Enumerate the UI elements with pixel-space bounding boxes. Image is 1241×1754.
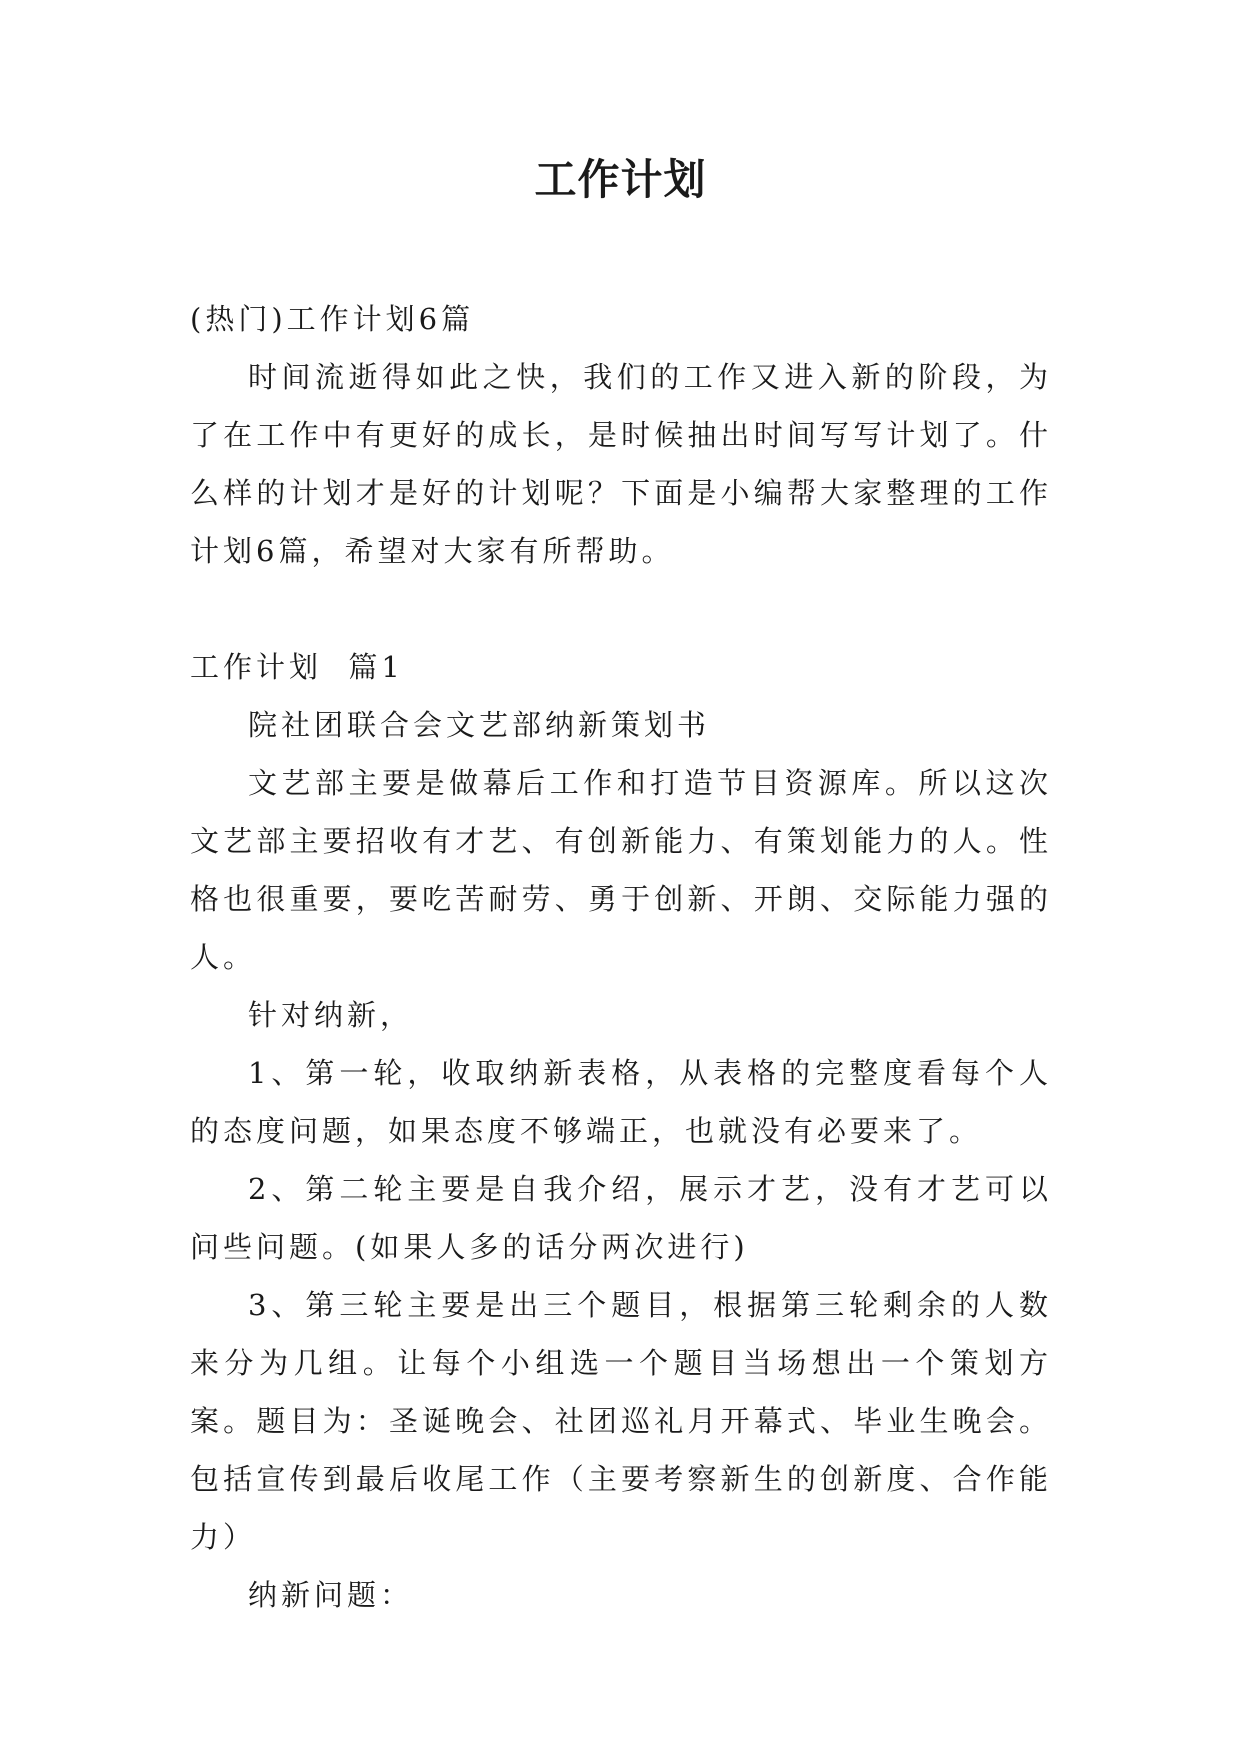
paragraph-gap bbox=[190, 580, 1052, 638]
document-subtitle: (热门)工作计划6篇 bbox=[190, 302, 475, 336]
body-paragraph: 2、第二轮主要是自我介绍，展示才艺，没有才艺可以问些问题。(如果人多的话分两次进行) bbox=[190, 1172, 1052, 1264]
body-paragraph: 针对纳新， bbox=[248, 998, 414, 1032]
body-paragraph: 1、第一轮，收取纳新表格，从表格的完整度看每个人的态度问题，如果态度不够端正，也就没有必要来了。 bbox=[190, 1056, 1052, 1148]
body-paragraph: 院社团联合会文艺部纳新策划书 bbox=[248, 708, 711, 742]
section-heading: 工作计划 篇1 bbox=[190, 650, 404, 684]
document-title: 工作计划 bbox=[534, 155, 707, 204]
body-paragraph: 纳新问题： bbox=[248, 1578, 414, 1612]
document-body bbox=[190, 290, 1052, 1624]
body-paragraph: 文艺部主要是做幕后工作和打造节目资源库。所以这次文艺部主要招收有才艺、有创新能力、有策划能力的人。性格也很重要，要吃苦耐劳、勇于创新、开朗、交际能力强的人。 bbox=[190, 766, 1052, 974]
intro-paragraph: 时间流逝得如此之快，我们的工作又进入新的阶段，为了在工作中有更好的成长，是时候抽出时间写写计划了。什么样的计划才是好的计划呢？下面是小编帮大家整理的工作计划6篇，希望对大家有所帮助。 bbox=[190, 360, 1052, 568]
body-paragraph: 3、第三轮主要是出三个题目，根据第三轮剩余的人数来分为几组。让每个小组选一个题目当场想出一个策划方案。题目为：圣诞晚会、社团巡礼月开幕式、毕业生晚会。包括宣传到最后收尾工作（主要考察新生的创新度、合作能力） bbox=[190, 1288, 1052, 1554]
